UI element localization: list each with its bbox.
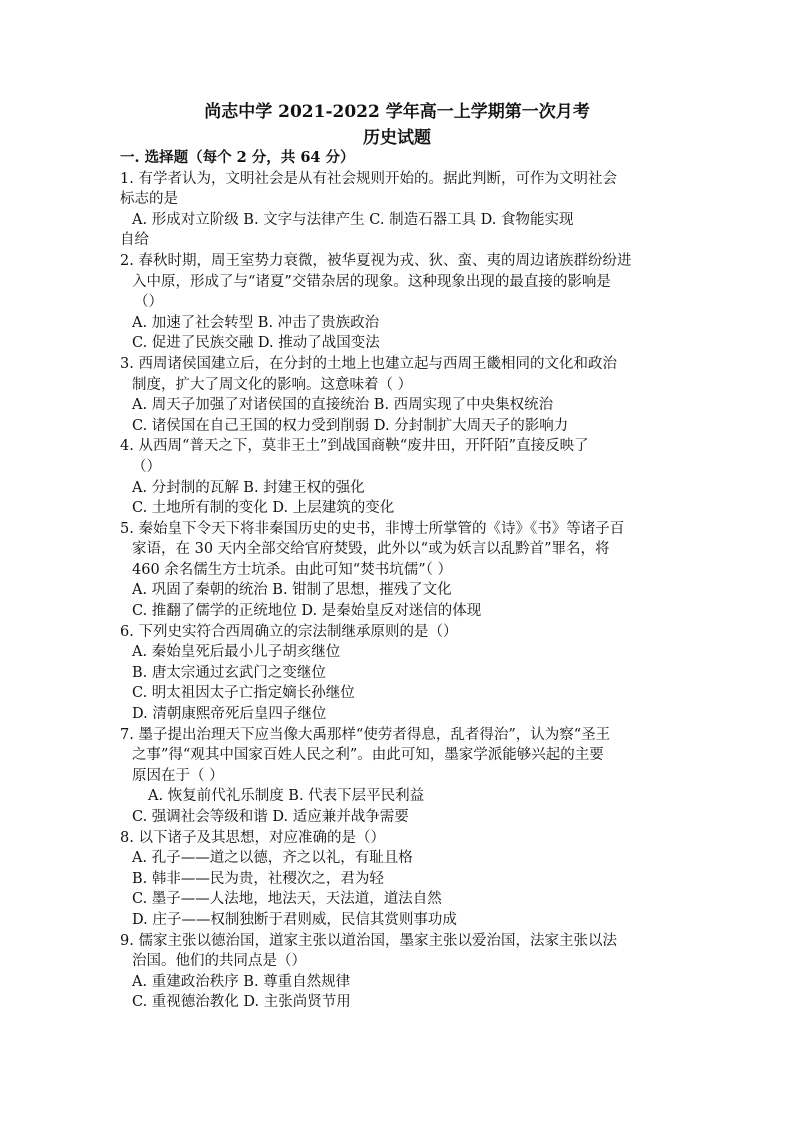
question-7-line-2: 之事”得“观其中国家百姓人民之利”。由此可知，墨家学派能够兴起的主要: [132, 747, 604, 764]
question-1-line-2: 标志的是: [120, 191, 178, 208]
question-7-options-cd: C. 强调社会等级和谐 D. 适应兼并战争需要: [132, 809, 409, 825]
exam-content: [120, 148, 680, 1013]
question-2-options-cd: C. 促进了民族交融 D. 推动了战国变法: [132, 335, 380, 352]
question-8-option-c: C. 墨子——人法地，地法天，天法道，道法自然: [132, 891, 442, 908]
question-3-options-ab: A. 周天子加强了对诸侯国的直接统治 B. 西周实现了中央集权统治: [132, 397, 554, 414]
question-2-line-2: 入中原，形成了与“诸夏”交错杂居的现象。这种现象出现的最直接的影响是: [132, 273, 611, 290]
question-2-line-1: 2. 春秋时期，周王室势力衰微，被华夏视为戎、狄、蛮、夷的周边诸族群纷纷进: [120, 252, 632, 269]
question-3-options-cd: C. 诸侯国在自己王国的权力受到削弱 D. 分封制扩大周天子的影响力: [132, 417, 569, 434]
question-2-options-ab: A. 加速了社会转型 B. 冲击了贵族政治: [132, 314, 380, 331]
question-4-line-1: 4. 从西周“普天之下，莫非王土”到战国商鞅“废井田，开阡陌”直接反映了: [120, 438, 589, 455]
question-4-options-ab: A. 分封制的瓦解 B. 封建王权的强化: [132, 479, 365, 496]
question-3-line-2: 制度，扩大了周文化的影响。这意味着（ ）: [132, 376, 413, 393]
question-8-line-1: 8. 以下诸子及其思想，对应准确的是（）: [120, 829, 385, 846]
section-heading: 一. 选择题（每个 2 分，共 64 分）: [120, 149, 355, 166]
question-1-options: A. 形成对立阶级 B. 文字与法律产生 C. 制造石器工具 D. 食物能实现: [132, 211, 574, 228]
question-8-option-b: B. 韩非——民为贵，社稷次之，君为轻: [132, 870, 384, 887]
exam-title: 尚志中学 2021-2022 学年高一上学期第一次月考: [204, 102, 590, 122]
question-6-option-d: D. 清朝康熙帝死后皇四子继位: [132, 706, 327, 723]
question-9-line-1: 9. 儒家主张以德治国，道家主张以道治国，墨家主张以爱治国，法家主张以法: [120, 932, 617, 949]
question-4-line-2: （）: [132, 458, 161, 475]
question-3-line-1: 3. 西周诸侯国建立后，在分封的土地上也建立起与西周王畿相同的文化和政治: [120, 355, 617, 372]
question-1-options-cont: 自给: [120, 232, 149, 249]
question-7-options-ab: A. 恢复前代礼乐制度 B. 代表下层平民利益: [148, 788, 425, 805]
question-5-options-cd: C. 推翻了儒学的正统地位 D. 是秦始皇反对迷信的体现: [132, 603, 482, 620]
question-9-options-ab: A. 重建政治秩序 B. 尊重自然规律: [132, 973, 351, 990]
question-8-option-d: D. 庄子——权制独断于君则威，民信其赏则事功成: [132, 911, 457, 928]
question-5-line-3: 460 余名儒生方士坑杀。由此可知“焚书坑儒”（ ）: [132, 561, 452, 578]
question-6-line-1: 6. 下列史实符合西周确立的宗法制继承原则的是（）: [120, 623, 458, 640]
question-9-line-2: 治国。他们的共同点是（）: [132, 953, 306, 970]
question-4-options-cd: C. 土地所有制的变化 D. 上层建筑的变化: [132, 500, 395, 517]
question-6-option-c: C. 明太祖因太子亡指定嫡长孙继位: [132, 685, 355, 702]
question-5-line-2: 家语，在 30 天内全部交给官府焚毁，此外以“或为妖言以乱黔首”罪名，将: [132, 541, 610, 558]
exam-subtitle: 历史试题: [363, 128, 431, 148]
question-7-line-1: 7. 墨子提出治理天下应当像大禹那样“使劳者得息，乱者得治”，认为察“圣王: [120, 726, 611, 743]
question-6-option-a: A. 秦始皇死后最小儿子胡亥继位: [132, 644, 341, 661]
question-7-line-3: 原因在于（ ）: [132, 767, 224, 784]
question-1-line-1: 1. 有学者认为，文明社会是从有社会规则开始的。据此判断，可作为文明社会: [120, 170, 617, 187]
question-2-line-3: （）: [134, 294, 163, 311]
question-8-option-a: A. 孔子——道之以德，齐之以礼，有耻且格: [132, 850, 413, 867]
question-6-option-b: B. 唐太宗通过玄武门之变继位: [132, 664, 326, 681]
question-5-options-ab: A. 巩固了秦朝的统治 B. 钳制了思想，摧残了文化: [132, 582, 452, 599]
question-9-options-cd: C. 重视德治教化 D. 主张尚贤节用: [132, 994, 351, 1011]
question-5-line-1: 5. 秦始皇下令天下将非秦国历史的史书，非博士所掌管的《诗》《书》等诸子百: [120, 520, 625, 537]
